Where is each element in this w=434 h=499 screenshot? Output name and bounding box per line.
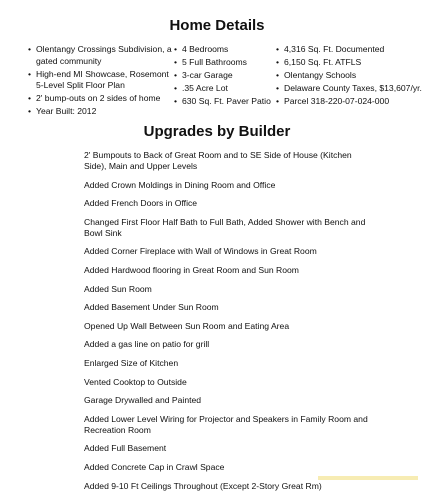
details-column-1 — [28, 44, 173, 119]
detail-text: Year Built: 2012 — [36, 106, 97, 117]
home-details-title: Home Details — [169, 17, 265, 34]
upgrade-item: Added a gas line on patio for grill — [84, 339, 210, 350]
detail-item — [276, 44, 426, 56]
bullet-icon: • — [28, 93, 32, 104]
upgrade-item: Vented Cooktop to Outside — [84, 376, 187, 387]
detail-item — [276, 70, 426, 82]
upgrade-item: Added French Doors in Office — [84, 198, 198, 209]
bullet-icon: • — [174, 56, 178, 67]
detail-item — [28, 93, 173, 105]
bullet-icon: • — [28, 68, 32, 79]
upgrade-item: Added Crown Moldings in Dining Room and Office — [84, 179, 276, 190]
bullet-icon: • — [174, 82, 178, 93]
detail-text: Delaware County Taxes, $13,607/yr. — [284, 82, 422, 93]
bullet-icon: • — [276, 44, 280, 54]
detail-text: 6,150 Sq. Ft. ATFLS — [284, 56, 362, 67]
upgrade-item: Changed First Floor Half Bath to Full Bath, Added Shower with Bench and Bowl Sink — [84, 216, 366, 238]
detail-text: High-end MI Showcase, Rosemont 5-Level Split Floor Plan — [36, 68, 169, 91]
detail-text: 5 Full Bathrooms — [182, 56, 247, 67]
detail-item — [28, 44, 173, 67]
upgrade-item: Added Concrete Cap in Crawl Space — [84, 461, 225, 472]
bullet-icon: • — [28, 44, 32, 54]
bullet-icon: • — [276, 56, 280, 67]
details-column-3 — [276, 44, 426, 109]
detail-text: 4 Bedrooms — [182, 44, 229, 54]
upgrades-title: Upgrades by Builder — [143, 123, 291, 140]
upgrade-item: 2' Bumpouts to Back of Great Room and to SE Side of House (Kitchen Side), Main and Upper Levels — [84, 150, 352, 171]
corner-highlight — [318, 476, 418, 480]
bullet-icon: • — [276, 95, 280, 106]
upgrade-item: Enlarged Size of Kitchen — [84, 357, 179, 368]
detail-text: Olentangy Schools — [284, 69, 357, 80]
upgrade-item: Added 9-10 Ft Ceilings Throughout (Except 2-Story Great Rm) — [84, 480, 322, 491]
detail-text: 630 Sq. Ft. Paver Patio — [182, 95, 271, 106]
upgrade-item: Added Lower Level Wiring for Projector and Speakers in Family Room and Recreation Room — [84, 413, 368, 435]
upgrades-list — [84, 150, 374, 499]
upgrade-item: Added Basement Under Sun Room — [84, 302, 219, 313]
upgrade-item: Added Hardwood flooring in Great Room and Sun Room — [84, 264, 299, 275]
bullet-icon: • — [174, 95, 178, 106]
detail-item — [28, 69, 173, 92]
details-column-2 — [174, 44, 272, 109]
detail-item — [276, 57, 426, 69]
detail-text: Olentangy Crossings Subdivision, a gated community — [36, 44, 172, 66]
upgrade-item: Opened Up Wall Between Sun Room and Eating Area — [84, 320, 290, 331]
bullet-icon: • — [174, 44, 178, 54]
upgrade-item: Added Corner Fireplace with Wall of Windows in Great Room — [84, 246, 317, 257]
upgrade-item: Garage Drywalled and Painted — [84, 395, 202, 406]
upgrade-item: Added Full Basement — [84, 443, 167, 454]
bullet-icon: • — [276, 69, 280, 80]
detail-text: .35 Acre Lot — [182, 82, 228, 93]
detail-text: Parcel 318-220-07-024-000 — [284, 95, 390, 106]
detail-item — [276, 96, 426, 108]
detail-item — [174, 70, 272, 82]
detail-item — [276, 83, 426, 95]
detail-item — [174, 44, 272, 56]
detail-item — [174, 57, 272, 69]
detail-item — [28, 106, 173, 118]
detail-text: 4,316 Sq. Ft. Documented — [284, 44, 385, 54]
upgrade-item: Added Sun Room — [84, 283, 152, 294]
bullet-icon: • — [276, 82, 280, 93]
detail-text: 3-car Garage — [182, 69, 233, 80]
detail-item — [174, 96, 272, 108]
detail-text: 2' bump-outs on 2 sides of home — [36, 93, 161, 104]
bullet-icon: • — [28, 106, 32, 117]
detail-item — [174, 83, 272, 95]
bullet-icon: • — [174, 69, 178, 80]
